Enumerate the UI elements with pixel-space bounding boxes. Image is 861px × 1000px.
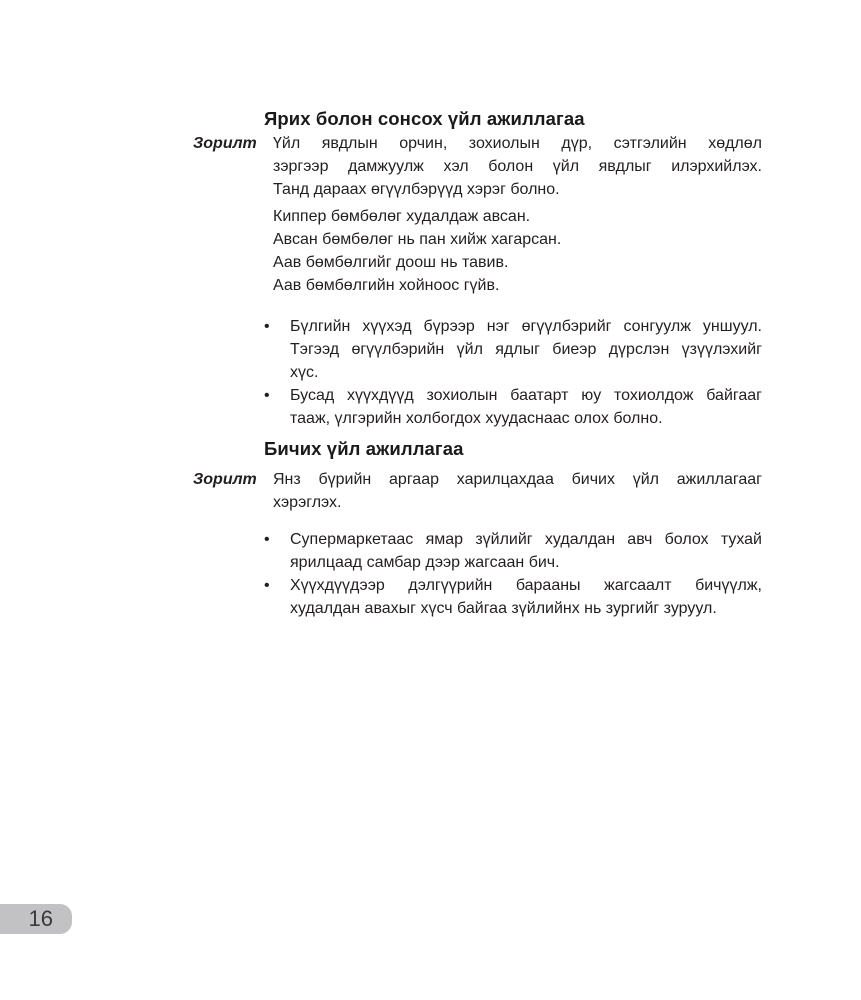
example-sentence: Киппер бөмбөлөг худалдаж авсан. (273, 208, 531, 225)
text-line: Танд дараах өгүүлбэрүүд хэрэг болно. (273, 181, 560, 198)
goal-paragraph (273, 468, 762, 514)
example-sentence: Аав бөмбөлгийн хойноос гүйв. (273, 277, 500, 294)
text-line: хэрэглэх. (273, 494, 342, 511)
text-line: Тэгээд өгүүлбэрийн үйл ядлыг биеэр дүрслэн үзүүлэхийг (290, 341, 762, 358)
bullet-icon: • (264, 577, 270, 594)
goal-body (264, 468, 762, 620)
bullet-icon: • (264, 318, 270, 335)
text-line: Хүүхдүүдээр дэлгүүрийн барааны жагсаалт бичүүлж, (290, 577, 762, 594)
bullet-item (264, 574, 762, 620)
bullet-list (264, 528, 762, 620)
text-line: Янз бүрийн аргаар харилцахдаа бичих үйл ажиллагааг (273, 471, 762, 488)
bullet-icon: • (264, 531, 270, 548)
section-speaking-listening (193, 107, 762, 430)
text-line: Бусад хүүхдүүд зохиолын баатарт юу тохиолдож байгааг (290, 387, 762, 404)
text-line: Бүлгийн хүүхэд бүрээр нэг өгүүлбэрийг сонгуулж уншуул. (290, 318, 762, 335)
goal-row (193, 132, 762, 430)
goal-body (264, 132, 762, 430)
bullet-item (264, 384, 762, 430)
text-line: Супермаркетаас ямар зүйлийг худалдан авч болох тухай (290, 531, 762, 548)
page-number: 16 (28, 906, 53, 931)
example-sentence: Аав бөмбөлгийг доош нь тавив. (273, 254, 509, 271)
text-line: зэргээр дамжуулж хэл болон үйл явдлыг илэрхийлэх. (273, 158, 762, 175)
bullet-item (264, 528, 762, 574)
text-line: ярилцаад самбар дээр жагсаан бич. (290, 554, 560, 571)
text-line: Үйл явдлын орчин, зохиолын дүр, сэтгэлийн хөдлөл (273, 135, 762, 152)
text-line: тааж, үлгэрийн холбогдох хуудаснаас олох болно. (290, 410, 663, 427)
goal-row (193, 468, 762, 620)
goal-label: Зорилт (193, 135, 257, 152)
bullet-icon: • (264, 387, 270, 404)
section-writing (193, 437, 762, 620)
page-content (193, 0, 762, 620)
section-heading: Бичих үйл ажиллагаа (264, 438, 464, 459)
example-sentence: Авсан бөмбөлөг нь пан хийж хагарсан. (273, 231, 562, 248)
goal-paragraph (273, 132, 762, 201)
section-heading: Ярих болон сонсох үйл ажиллагаа (264, 108, 585, 129)
bullet-item (264, 315, 762, 384)
text-line: хүс. (290, 364, 319, 381)
goal-label: Зорилт (193, 471, 257, 488)
page-number-tab (0, 904, 72, 934)
text-line: худалдан авахыг хүсч байгаа зүйлийнх нь зургийг зуруул. (290, 600, 717, 617)
bullet-list (264, 315, 762, 430)
example-sentences (273, 205, 762, 297)
